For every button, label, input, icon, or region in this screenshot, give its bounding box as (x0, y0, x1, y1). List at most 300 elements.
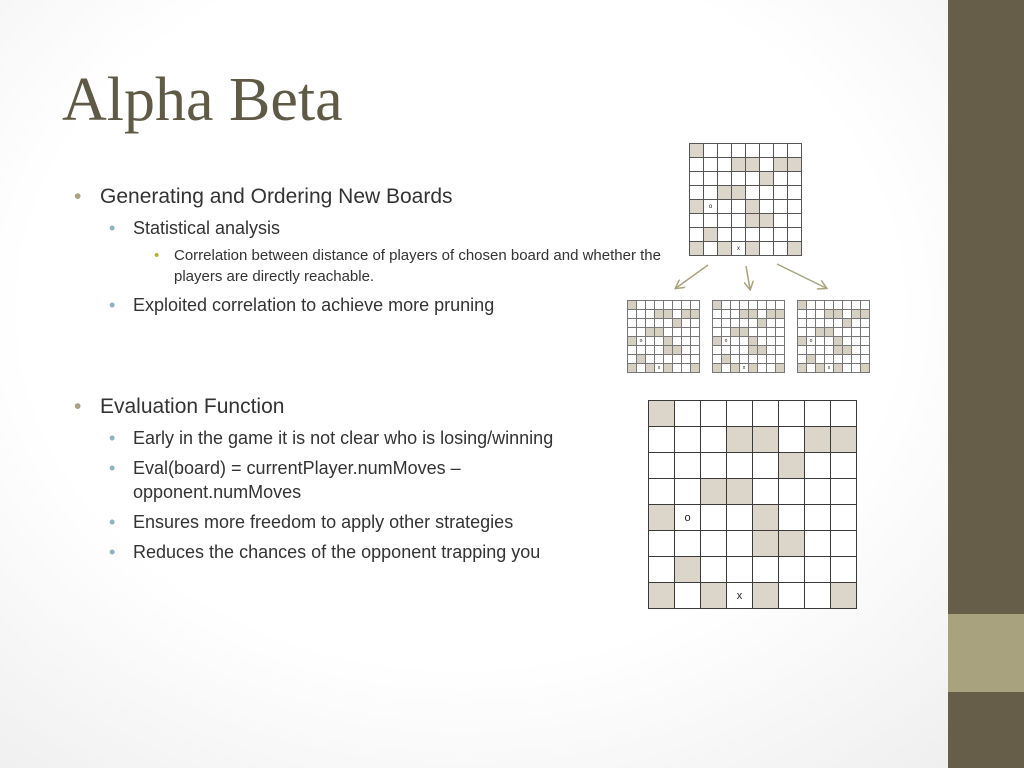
bullet-list-boards (62, 184, 661, 317)
board-cell (825, 310, 834, 319)
board-cell (675, 453, 701, 479)
board-cell-piece: x (825, 364, 834, 373)
board-cell (691, 337, 700, 346)
board-cell (704, 158, 718, 172)
board-cell (649, 453, 675, 479)
board-cell-piece: x (727, 583, 753, 609)
board-cell (690, 228, 704, 242)
bullet-eval-item (62, 426, 642, 450)
board-cell (774, 214, 788, 228)
board-cell (816, 337, 825, 346)
board-cell (774, 200, 788, 214)
board-row (628, 337, 700, 346)
board-cell (722, 364, 731, 373)
board-cell (746, 214, 760, 228)
board-cell (788, 200, 802, 214)
board-cell (779, 479, 805, 505)
board-cell (682, 301, 691, 310)
board-cell (776, 319, 785, 328)
board-cell (673, 328, 682, 337)
board-cell (628, 355, 637, 364)
board-cell (649, 505, 675, 531)
board-cell (788, 228, 802, 242)
board-cell (746, 144, 760, 158)
board-cell (834, 346, 843, 355)
board-cell (682, 346, 691, 355)
board-row (649, 583, 857, 609)
board-cell (637, 319, 646, 328)
board-row (649, 557, 857, 583)
board-cell (722, 346, 731, 355)
board-row (649, 427, 857, 453)
board-cell (722, 355, 731, 364)
board-cell (701, 427, 727, 453)
board-evaluation (648, 400, 857, 609)
board-cell (691, 355, 700, 364)
board-cell (861, 328, 870, 337)
board-cell (774, 228, 788, 242)
board-cell (831, 505, 857, 531)
board-cell (758, 355, 767, 364)
board-cell (701, 453, 727, 479)
board-cell (655, 355, 664, 364)
board-cell (722, 328, 731, 337)
bullet-dot-icon: • (109, 218, 116, 238)
board-cell (732, 158, 746, 172)
board-cell (718, 186, 732, 200)
board-cell (690, 242, 704, 256)
board-row (713, 337, 785, 346)
board-cell (807, 310, 816, 319)
board-cell (843, 328, 852, 337)
board-cell (713, 319, 722, 328)
board-cell (655, 310, 664, 319)
bullet-text: Eval(board) = currentPlayer.numMoves – opponent.numMoves (133, 458, 461, 502)
board-cell (704, 228, 718, 242)
board-cell (732, 172, 746, 186)
board-row (690, 200, 802, 214)
board-cell (746, 242, 760, 256)
board-cell (758, 328, 767, 337)
board-cell (713, 346, 722, 355)
board-cell (852, 301, 861, 310)
board-row (798, 319, 870, 328)
board-cell (798, 301, 807, 310)
board-cell (740, 301, 749, 310)
board-cell (690, 144, 704, 158)
board-cell (753, 427, 779, 453)
arrow-left (676, 265, 708, 288)
board-cell (732, 144, 746, 158)
board-cell (807, 319, 816, 328)
board-cell (798, 346, 807, 355)
board-cell (731, 355, 740, 364)
board-cell (834, 364, 843, 373)
board-cell (825, 337, 834, 346)
board-cell (673, 301, 682, 310)
board-row (690, 144, 802, 158)
board-cell (816, 319, 825, 328)
board-cell (704, 242, 718, 256)
board-cell (731, 301, 740, 310)
board-cell (675, 557, 701, 583)
board-cell (861, 337, 870, 346)
board-cell (718, 242, 732, 256)
board-cell-piece: o (675, 505, 701, 531)
board-cell (767, 355, 776, 364)
board-cell (831, 531, 857, 557)
board-cell (675, 479, 701, 505)
board-row (798, 346, 870, 355)
bullet-eval-item (62, 456, 563, 504)
arrow-right (777, 264, 826, 288)
board-cell (664, 346, 673, 355)
board-cell (753, 479, 779, 505)
board-cell (758, 337, 767, 346)
board-cell (805, 401, 831, 427)
board-cell (740, 337, 749, 346)
board-cell (718, 158, 732, 172)
board-cell (713, 337, 722, 346)
board-cell (776, 355, 785, 364)
board-cell (713, 310, 722, 319)
board-cell (767, 346, 776, 355)
board-row (628, 319, 700, 328)
board-cell (788, 242, 802, 256)
board-cell (779, 453, 805, 479)
board-cell (798, 364, 807, 373)
board-cell (664, 337, 673, 346)
board-cell (691, 328, 700, 337)
board-cell (816, 310, 825, 319)
board-cell (861, 364, 870, 373)
board-cell (816, 301, 825, 310)
board-cell (628, 301, 637, 310)
board-cell (746, 228, 760, 242)
board-cell (758, 346, 767, 355)
board-cell (691, 310, 700, 319)
board-cell (861, 301, 870, 310)
board-cell (767, 337, 776, 346)
board-row (649, 479, 857, 505)
board-cell (788, 172, 802, 186)
board-cell (731, 319, 740, 328)
board-row (713, 319, 785, 328)
board-cell (788, 186, 802, 200)
board-cell (825, 328, 834, 337)
board-cell (690, 158, 704, 172)
board-cell (649, 583, 675, 609)
bullet-generating-boards (62, 184, 632, 210)
board-cell (807, 355, 816, 364)
bullet-statistical-analysis (62, 216, 632, 240)
board-cell (776, 310, 785, 319)
board-cell (760, 242, 774, 256)
board-cell (646, 328, 655, 337)
board-cell (682, 337, 691, 346)
board-cell (779, 531, 805, 557)
bullet-list-evaluation (62, 394, 642, 564)
board-cell (727, 557, 753, 583)
board-cell (825, 301, 834, 310)
board-cell (732, 200, 746, 214)
board-cell (649, 531, 675, 557)
board-cell (646, 310, 655, 319)
board-cell (691, 301, 700, 310)
board-cell (807, 328, 816, 337)
board-cell (788, 214, 802, 228)
board-cell (637, 301, 646, 310)
board-cell (701, 557, 727, 583)
board-cell (731, 364, 740, 373)
board-cell (649, 401, 675, 427)
board-cell (767, 319, 776, 328)
board-cell (637, 310, 646, 319)
bullet-dot-icon: • (109, 512, 116, 532)
slide-title: Alpha Beta (62, 66, 343, 134)
board-cell (646, 319, 655, 328)
board-cell (831, 453, 857, 479)
board-cell (760, 200, 774, 214)
board-cell (843, 301, 852, 310)
bullet-correlation (62, 245, 674, 287)
board-cell (628, 346, 637, 355)
board-cell (774, 172, 788, 186)
bullet-dot-icon: • (109, 428, 116, 448)
board-cell (831, 401, 857, 427)
board-cell (805, 453, 831, 479)
board-cell (805, 505, 831, 531)
bullet-text: Correlation between distance of players of chosen board and whether the players are directly reachable. (174, 247, 661, 285)
bullet-dot-icon: • (154, 247, 160, 264)
board-row (628, 328, 700, 337)
board-cell (713, 355, 722, 364)
board-cell-piece: x (740, 364, 749, 373)
board-row (628, 346, 700, 355)
board-cell (713, 328, 722, 337)
board-cell (727, 531, 753, 557)
board-cell (798, 319, 807, 328)
board-child-middle (712, 300, 785, 373)
board-cell (682, 319, 691, 328)
board-cell (760, 158, 774, 172)
board-row (628, 310, 700, 319)
board-cell (649, 557, 675, 583)
board-row (649, 401, 857, 427)
board-cell (682, 364, 691, 373)
board-cell (753, 453, 779, 479)
board-row (798, 310, 870, 319)
bullet-dot-icon: • (109, 295, 116, 315)
bullet-text: Exploited correlation to achieve more pruning (133, 295, 495, 315)
board-cell (852, 346, 861, 355)
board-cell-piece: o (722, 337, 731, 346)
board-cell (690, 214, 704, 228)
bullet-exploited-correlation (62, 293, 632, 317)
board-cell (718, 144, 732, 158)
board-row (628, 301, 700, 310)
board-cell (727, 453, 753, 479)
board-cell (682, 310, 691, 319)
board-cell (649, 427, 675, 453)
board-cell (776, 301, 785, 310)
board-row (690, 158, 802, 172)
board-cell (758, 319, 767, 328)
bullet-text: Early in the game it is not clear who is losing/winning (133, 428, 554, 448)
board-cell (746, 158, 760, 172)
board-cell (760, 144, 774, 158)
board-cell (758, 310, 767, 319)
board-cell (753, 557, 779, 583)
board-cell (760, 228, 774, 242)
board-cell (749, 337, 758, 346)
board-cell (673, 337, 682, 346)
bullet-dot-icon: • (74, 395, 82, 418)
board-row (798, 337, 870, 346)
board-row (713, 346, 785, 355)
board-cell (731, 337, 740, 346)
board-cell (732, 214, 746, 228)
board-cell (798, 355, 807, 364)
board-cell (816, 346, 825, 355)
board-row (713, 310, 785, 319)
bullet-text: Evaluation Function (100, 395, 285, 418)
board-cell (704, 144, 718, 158)
board-row (628, 364, 700, 373)
board-cell (664, 310, 673, 319)
board-cell (675, 427, 701, 453)
board-cell (722, 310, 731, 319)
board-cell (831, 427, 857, 453)
board-cell-piece: x (732, 242, 746, 256)
board-cell (805, 583, 831, 609)
board-cell (740, 355, 749, 364)
board-cell (732, 186, 746, 200)
board-row (713, 328, 785, 337)
board-cell (749, 364, 758, 373)
board-cell (628, 319, 637, 328)
board-cell (704, 186, 718, 200)
board-cell (690, 172, 704, 186)
board-cell (746, 186, 760, 200)
board-cell (718, 172, 732, 186)
board-cell (655, 346, 664, 355)
board-cell (774, 242, 788, 256)
board-cell (776, 328, 785, 337)
board-cell (852, 337, 861, 346)
board-cell (675, 583, 701, 609)
board-cell (713, 301, 722, 310)
arrow-middle (746, 266, 750, 289)
board-cell (753, 401, 779, 427)
board-cell (788, 158, 802, 172)
board-cell (758, 301, 767, 310)
board-cell (655, 337, 664, 346)
board-cell (852, 319, 861, 328)
board-cell (746, 172, 760, 186)
bullet-eval-item (62, 510, 642, 534)
board-cell (718, 228, 732, 242)
board-cell (646, 337, 655, 346)
board-cell (749, 319, 758, 328)
bullet-evaluation-function (62, 394, 642, 420)
board-cell (727, 505, 753, 531)
board-cell-piece: x (655, 364, 664, 373)
board-cell (831, 557, 857, 583)
board-cell (673, 310, 682, 319)
bullet-text: Ensures more freedom to apply other strategies (133, 512, 514, 532)
board-cell (753, 531, 779, 557)
board-cell (740, 346, 749, 355)
board-cell (861, 310, 870, 319)
board-row (713, 355, 785, 364)
board-cell (722, 301, 731, 310)
board-cell (760, 172, 774, 186)
board-cell (749, 346, 758, 355)
board-cell (628, 310, 637, 319)
board-cell (825, 355, 834, 364)
board-cell (727, 479, 753, 505)
board-cell (701, 401, 727, 427)
board-cell (646, 364, 655, 373)
board-cell (713, 364, 722, 373)
board-cell (834, 355, 843, 364)
board-cell (758, 364, 767, 373)
board-cell (690, 186, 704, 200)
board-cell (704, 214, 718, 228)
board-cell (731, 346, 740, 355)
board-cell (843, 346, 852, 355)
board-cell (852, 328, 861, 337)
board-cell (861, 346, 870, 355)
board-cell (834, 310, 843, 319)
board-cell (664, 328, 673, 337)
board-cell (861, 355, 870, 364)
board-row (628, 355, 700, 364)
board-cell (843, 364, 852, 373)
board-cell (727, 401, 753, 427)
board-cell (675, 401, 701, 427)
board-cell (779, 401, 805, 427)
board-cell (655, 328, 664, 337)
board-cell (831, 583, 857, 609)
board-cell (861, 319, 870, 328)
board-cell (637, 355, 646, 364)
board-cell (701, 531, 727, 557)
board-row (798, 328, 870, 337)
board-cell (675, 531, 701, 557)
board-cell (834, 337, 843, 346)
board-cell (664, 319, 673, 328)
board-cell (825, 346, 834, 355)
board-cell (760, 186, 774, 200)
board-cell (767, 328, 776, 337)
board-row (649, 453, 857, 479)
board-cell (690, 200, 704, 214)
board-cell (732, 228, 746, 242)
board-cell (682, 328, 691, 337)
board-cell (807, 346, 816, 355)
board-cell (646, 346, 655, 355)
bullet-dot-icon: • (74, 185, 82, 208)
bullet-eval-item (62, 540, 642, 564)
board-cell (779, 583, 805, 609)
board-cell (704, 172, 718, 186)
board-cell (753, 505, 779, 531)
board-cell (805, 531, 831, 557)
board-cell (673, 355, 682, 364)
board-row (798, 364, 870, 373)
